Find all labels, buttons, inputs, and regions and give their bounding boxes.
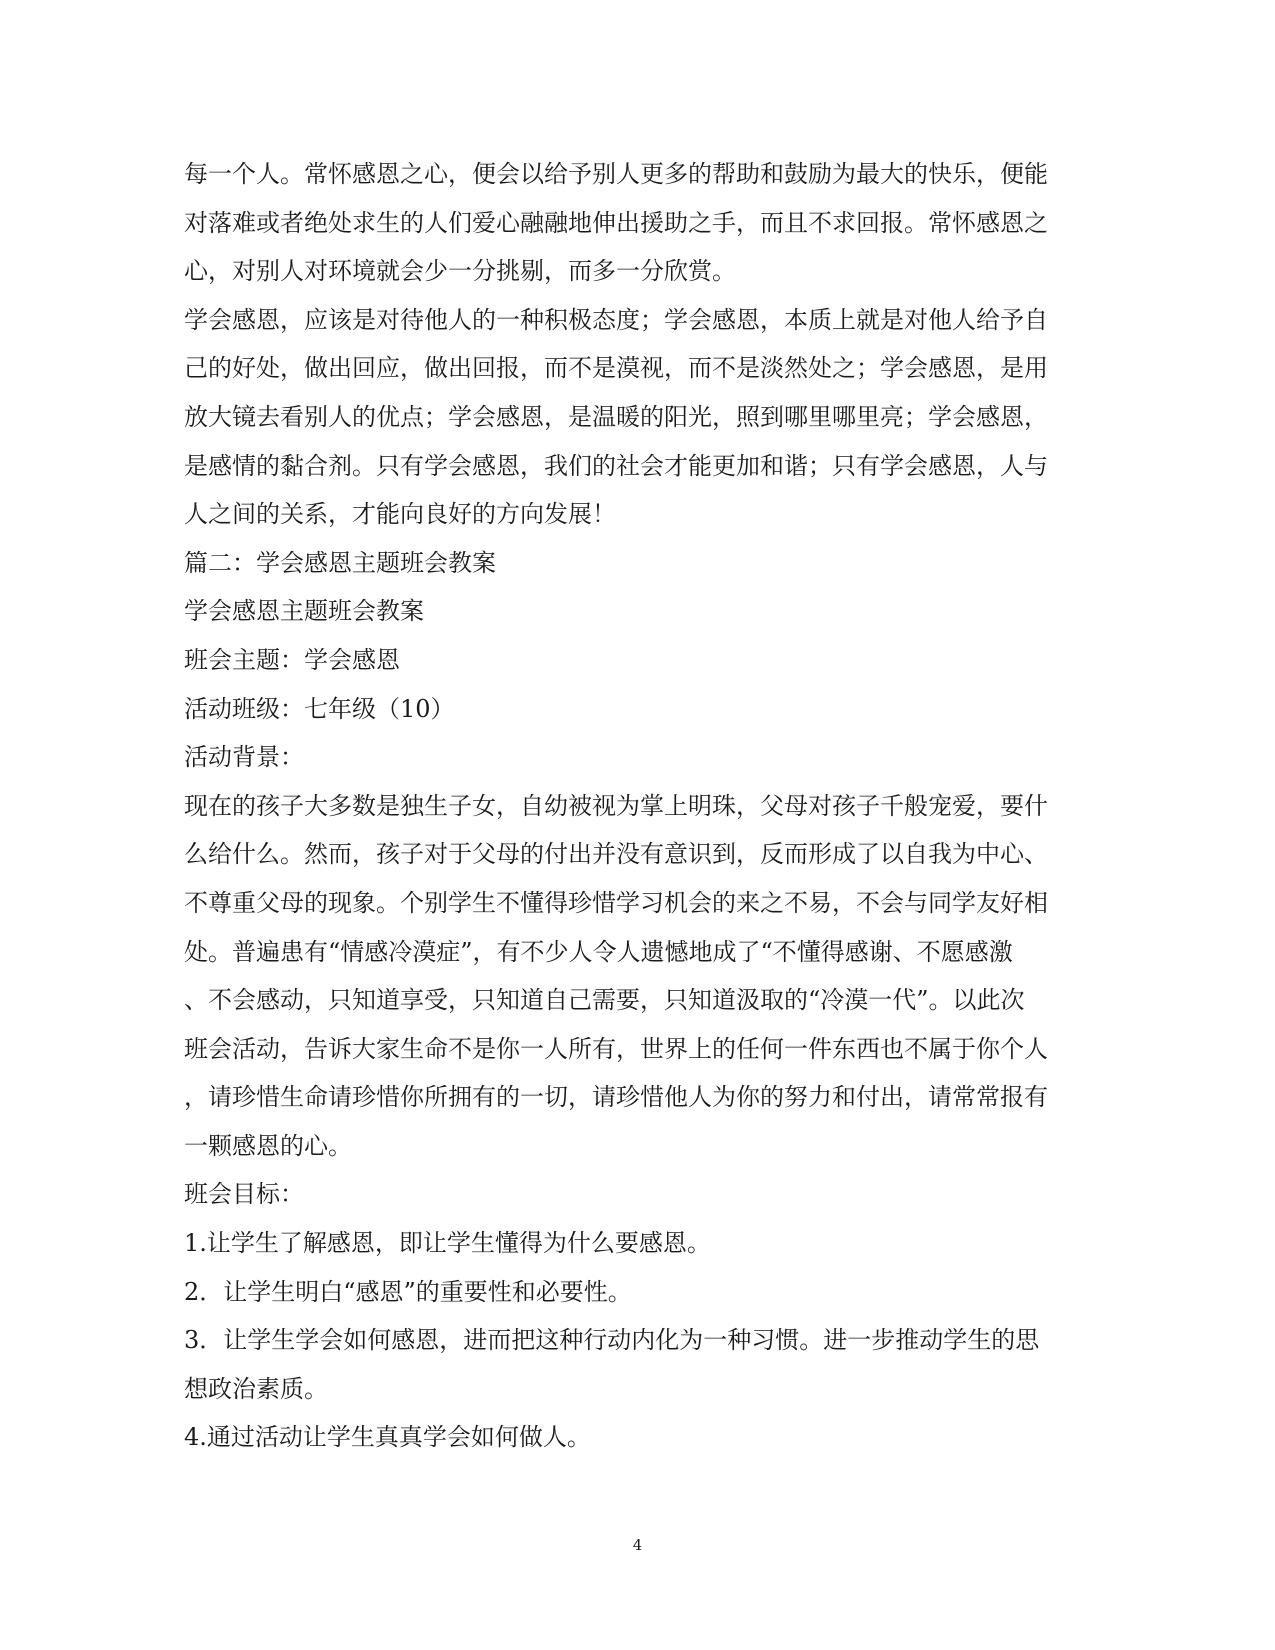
goal-item: 2．让学生明白“感恩”的重要性和必要性。 (184, 1277, 632, 1306)
text-line: 每一个人。常怀感恩之心，便会以给予别人更多的帮助和鼓励为最大的快乐，便能 (184, 160, 1048, 188)
text-line: 现在的孩子大多数是独生子女，自幼被视为掌上明珠，父母对孩子千般宠爱，要什 (184, 791, 1048, 820)
class-meeting-theme: 班会主题：学会感恩 (184, 645, 400, 674)
text-line: 一颗感恩的心。 (184, 1131, 352, 1160)
goal-item: 3．让学生学会如何感恩，进而把这种行动内化为一种习惯。进一步推动学生的思 (184, 1326, 1040, 1355)
text-line: 不尊重父母的现象。个别学生不懂得珍惜学习机会的来之不易，不会与同学友好相 (184, 888, 1048, 917)
text-line: 对落难或者绝处求生的人们爱心融融地伸出援助之手，而且不求回报。常怀感恩之 (184, 208, 1048, 237)
text-line: 处。普遍患有“情感冷漠症”，有不少人令人遗憾地成了“不懂得感谢、不愿感激 (184, 937, 1013, 966)
section-heading: 篇二：学会感恩主题班会教案 (184, 548, 496, 577)
text-line: 放大镜去看别人的优点；学会感恩，是温暖的阳光，照到哪里哪里亮；学会感恩， (184, 402, 1048, 431)
text-line: 么给什么。然而，孩子对于父母的付出并没有意识到，反而形成了以自我为中心、 (184, 840, 1048, 869)
text-line: 己的好处，做出回应，做出回报，而不是漠视，而不是淡然处之；学会感恩，是用 (184, 354, 1048, 383)
text-line: 学会感恩，应该是对待他人的一种积极态度；学会感恩，本质上就是对他人给予自 (184, 305, 1048, 334)
text-line: ，请珍惜生命请珍惜你所拥有的一切，请珍惜他人为你的努力和付出，请常常报有 (184, 1083, 1048, 1112)
goal-item-continued: 想政治素质。 (184, 1374, 328, 1403)
activity-background-label: 活动背景： (184, 743, 304, 772)
goals-label: 班会目标： (184, 1180, 304, 1209)
text-line: 是感情的黏合剂。只有学会感恩，我们的社会才能更加和谐；只有学会感恩，人与 (184, 451, 1048, 480)
activity-class: 活动班级：七年级（10） (184, 694, 455, 723)
text-line: 心，对别人对环境就会少一分挑剔，而多一分欣赏。 (184, 257, 736, 286)
lesson-plan-title: 学会感恩主题班会教案 (184, 597, 424, 626)
text-line: 班会活动，告诉大家生命不是你一人所有，世界上的任何一件东西也不属于你个人 (184, 1034, 1048, 1063)
goal-item: 1.让学生了解感恩，即让学生懂得为什么要感恩。 (184, 1229, 711, 1258)
text-line: 、不会感动，只知道享受，只知道自己需要，只知道汲取的“冷漠一代”。以此次 (184, 986, 1025, 1015)
text-line: 人之间的关系，才能向良好的方向发展！ (184, 500, 616, 529)
goal-item: 4.通过活动让学生真真学会如何做人。 (184, 1423, 591, 1452)
body-text (184, 150, 1094, 1462)
page-number: 4 (632, 1536, 643, 1554)
